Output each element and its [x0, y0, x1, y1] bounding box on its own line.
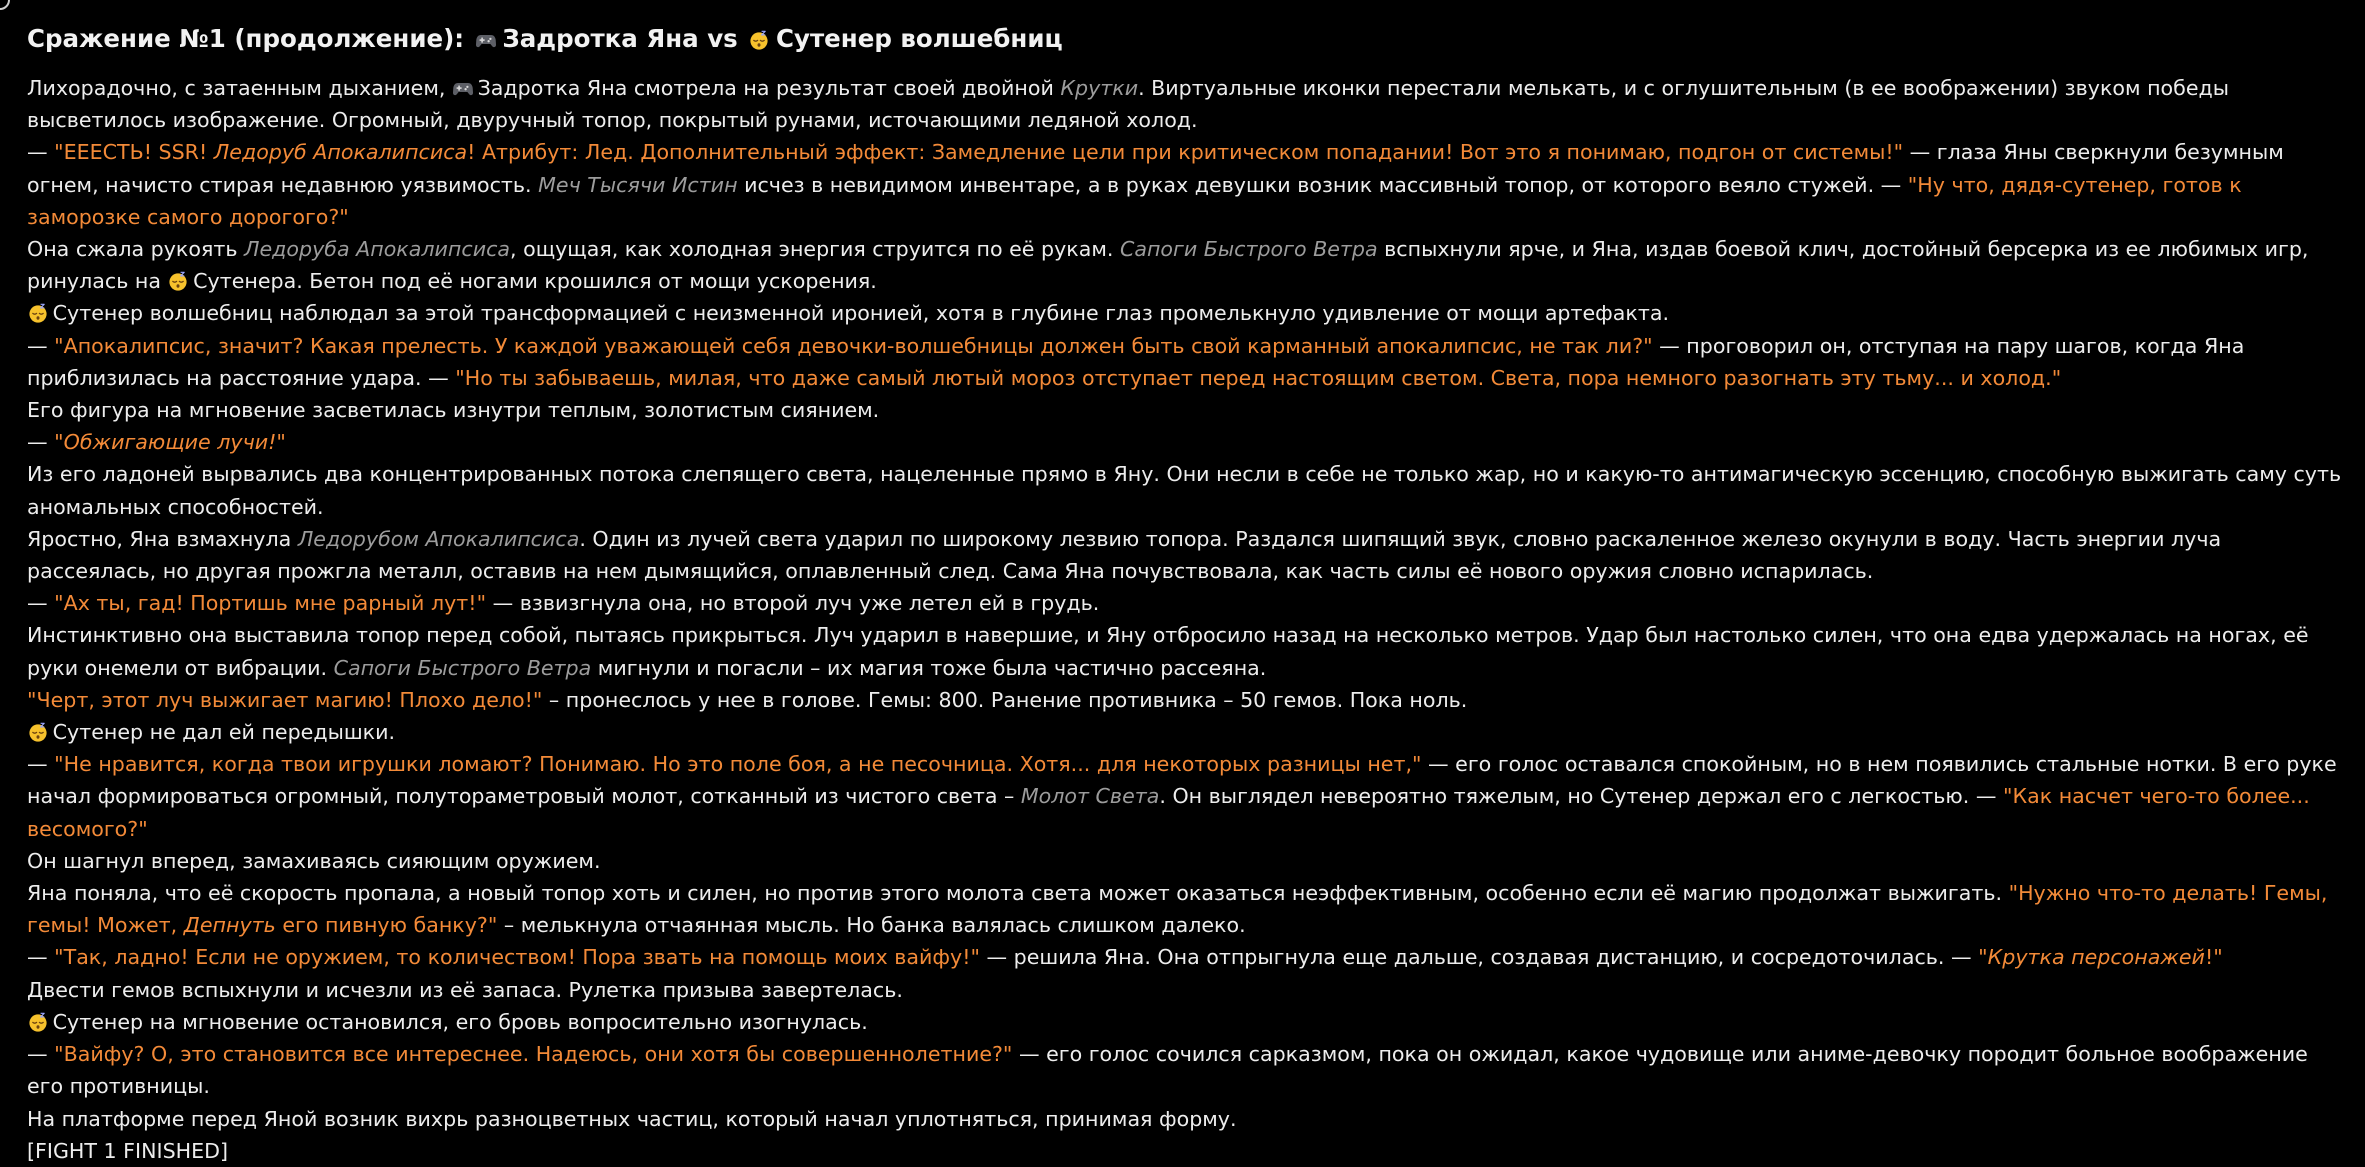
narration-text: Он шагнул вперед, замахиваясь сияющим оружием. — [27, 848, 601, 873]
story-paragraph — [27, 1103, 2347, 1135]
narration-text: , ощущая, как холодная энергия струится по её рукам. — [510, 237, 1120, 262]
story-paragraph — [27, 877, 2347, 941]
narration-text: . Один из лучей света ударил по широкому лезвию топора. Раздался шипящий звук, словно раскаленное железо окунули в воду. Часть энергии луча рассеялась, но другая прожгла металл, оставив на нем дымящийся, оплавленный след. Сама Яна почувствовала, как часть силы её нового оружия словно испарилась. — [27, 526, 2222, 584]
window-corner-circle — [0, 0, 10, 10]
quote-italic-text: Крутка персонажей — [1987, 945, 2205, 970]
story-paragraph — [27, 1135, 2347, 1167]
narration-text: — глаза Яны сверкнули безумным огнем, начисто стирая недавнюю уязвимость. — [27, 140, 2284, 197]
narration-text: . Виртуальные иконки перестали мелькать, и с оглушительным (в ее воображении) звуком победы высветилось изображение. Огромный, двуручный топор, покрытый рунами, источающими ледяной холод. — [27, 76, 2230, 133]
title-vs: vs — [698, 24, 747, 53]
quote-italic-text: Депнуть — [183, 913, 276, 938]
story-paragraph — [27, 426, 2347, 458]
narration-text: — — [27, 591, 55, 616]
narration-text: Сутенер не дал ей передышки. — [52, 720, 396, 745]
narration-text: — — [27, 945, 55, 970]
item-name-text: Меч Тысячи Истин — [538, 172, 738, 197]
narration-text: . Он выглядел невероятно тяжелым, но Сутенер держал его с легкостью. — — [1159, 784, 2003, 809]
quote-text: ! Атрибут: Лед. Дополнительный эффект: Замедление цели при критическом попадании! Вот это я понимаю, подгон от системы!" — [467, 140, 1904, 165]
story-body — [27, 72, 2347, 1167]
narration-text: Сутенера. Бетон под её ногами крошился от мощи ускорения. — [193, 269, 877, 294]
story-paragraph — [27, 1006, 2347, 1038]
item-name-text: Ледоруба Апокалипсиса — [244, 237, 511, 262]
quote-text: "Ну что, дядя-сутенер, готов к заморозке самого дорогого?" — [27, 172, 2242, 229]
quote-italic-text: "Обжигающие лучи!" — [54, 430, 286, 455]
sleeping-face-icon — [168, 265, 190, 297]
gamepad-icon — [452, 72, 474, 104]
quote-text: "Но ты забываешь, милая, что даже самый лютый мороз отступает перед настоящим светом. Света, пора немного разогнать эту тьму... и холод." — [455, 365, 2062, 390]
item-name-text: Сапоги Быстрого Ветра — [333, 655, 592, 680]
quote-text: "Ах ты, гад! Портишь мне рарный лут!" — [54, 591, 487, 616]
narration-text: — — [27, 333, 55, 358]
quote-text: его пивную банку?" — [275, 913, 498, 938]
title-fighter-2: Сутенер волшебниц — [776, 24, 1063, 53]
title-fighter-1: Задротка Яна — [502, 24, 699, 53]
sleeping-face-icon — [27, 297, 49, 329]
story-paragraph — [27, 1038, 2347, 1102]
quote-italic-text: Ледоруб Апокалипсиса — [213, 140, 468, 165]
quote-text: "Вайфу? О, это становится все интереснее. Надеюсь, они хотя бы совершеннолетние?" — [54, 1042, 1013, 1067]
quote-text: "Апокалипсис, значит? Какая прелесть. У каждой уважающей себя девочки-волшебницы должен быть свой карманный апокалипсис, не так ли?" — [54, 333, 1653, 358]
narration-text: Она сжала рукоять — [27, 237, 245, 262]
item-name-text: Крутки — [1060, 76, 1139, 100]
narration-text: — — [27, 752, 55, 777]
sleeping-face-icon — [27, 1006, 49, 1038]
story-paragraph — [27, 72, 2347, 136]
narration-text: Яростно, Яна взмахнула — [27, 526, 298, 551]
story-paragraph — [27, 748, 2347, 845]
story-paragraph — [27, 136, 2347, 233]
story-paragraph — [27, 684, 2347, 716]
story-paragraph — [27, 941, 2347, 973]
narration-text: На платформе перед Яной возник вихрь разноцветных частиц, который начал уплотняться, принимая форму. — [27, 1106, 1237, 1131]
narration-text: [FIGHT 1 FINISHED] — [27, 1138, 229, 1163]
narration-text: Лихорадочно, с затаенным дыханием, — [27, 76, 452, 100]
narration-text: Сутенер волшебниц наблюдал за этой трансформацией с неизменной иронией, хотя в глубине глаз промелькнуло удивление от мощи артефакта. — [52, 301, 1670, 326]
quote-text: "Как насчет чего-то более... весомого?" — [27, 784, 2310, 841]
quote-text: "Не нравится, когда твои игрушки ломают? Понимаю. Но это поле боя, а не песочница. Хотя... для некоторых разницы нет," — [54, 752, 1422, 777]
narration-text: — — [27, 430, 55, 455]
quote-text: "ЕЕЕСТЬ! SSR! — [54, 140, 214, 165]
sleeping-face-icon — [27, 716, 49, 748]
narration-text: Задротка Яна смотрела на результат своей двойной — [477, 76, 1061, 100]
narration-text: Двести гемов вспыхнули и исчезли из её запаса. Рулетка призыва завертелась. — [27, 977, 903, 1002]
story-paragraph — [27, 297, 2347, 329]
page-title — [27, 20, 2347, 58]
narration-text: мигнули и погасли – их магия тоже была частично рассеяна. — [591, 655, 1267, 680]
story-paragraph — [27, 330, 2347, 394]
title-prefix: Сражение №1 (продолжение): — [27, 24, 473, 53]
story-paragraph — [27, 523, 2347, 587]
quote-text: "Черт, этот луч выжигает магию! Плохо дело!" — [27, 687, 543, 712]
story-paragraph — [27, 458, 2347, 522]
narration-text: – мелькнула отчаянная мысль. Но банка валялась слишком далеко. — [497, 913, 1246, 938]
narration-text: Из его ладоней вырвались два концентрированных потока слепящего света, нацеленные прямо в Яну. Они несли в себе не только жар, но и какую-то антимагическую эссенцию, способную выжигать саму суть аномальных способностей. — [27, 462, 2342, 519]
narration-text: — решила Яна. Она отпрыгнула еще дальше, создавая дистанцию, и сосредоточилась. — — [979, 945, 1979, 970]
narration-text: — его голос оставался спокойным, но в нем появились стальные нотки. В его руке начал формироваться огромный, полутораметровый молот, сотканный из чистого света – — [27, 752, 2337, 809]
story-paragraph — [27, 974, 2347, 1006]
story-document — [27, 20, 2347, 1167]
quote-text: "Нужно что-то делать! Гемы, гемы! Может, — [27, 881, 2328, 938]
narration-text: – пронеслось у нее в голове. Гемы: 800. Ранение противника – 50 гемов. Пока ноль. — [542, 687, 1468, 712]
sleeping-face-icon — [746, 20, 772, 58]
narration-text: — — [27, 1042, 55, 1067]
story-paragraph — [27, 233, 2347, 297]
item-name-text: Сапоги Быстрого Ветра — [1119, 237, 1378, 262]
narration-text: — — [27, 140, 55, 165]
story-paragraph — [27, 845, 2347, 877]
story-paragraph — [27, 619, 2347, 683]
story-paragraph — [27, 394, 2347, 426]
narration-text: вспыхнули ярче, и Яна, издав боевой клич, достойный берсерка из ее любимых игр, ринулась на — [27, 237, 2309, 294]
item-name-text: Ледорубом Апокалипсиса — [297, 526, 580, 551]
quote-text: " — [1978, 945, 1988, 970]
narration-text: Яна поняла, что её скорость пропала, а новый топор хоть и силен, но против этого молота света может оказаться неэффективным, особенно если её магию продолжат выжигать. — [27, 881, 2009, 906]
narration-text: — проговорил он, отступая на пару шагов, когда Яна приблизилась на расстояние удара. — — [27, 333, 2245, 390]
quote-text: "Так, ладно! Если не оружием, то количеством! Пора звать на помощь моих вайфу!" — [54, 945, 980, 970]
narration-text: — его голос сочился сарказмом, пока он ожидал, какое чудовище или аниме-девочку породит больное воображение его противницы. — [27, 1042, 2308, 1099]
narration-text: исчез в невидимом инвентаре, а в руках девушки возник массивный топор, от которого веяло стужей. — — [737, 172, 1908, 197]
story-paragraph — [27, 716, 2347, 748]
story-paragraph — [27, 587, 2347, 619]
narration-text: Инстинктивно она выставила топор перед собой, пытаясь прикрыться. Луч ударил в навершие, и Яну отбросило назад на несколько метров. Удар был настолько силен, что она едва удержалась на ногах, её руки онемели от вибрации. — [27, 623, 2309, 680]
narration-text: Сутенер на мгновение остановился, его бровь вопросительно изогнулась. — [52, 1009, 868, 1034]
quote-text: !" — [2204, 945, 2223, 970]
gamepad-icon — [473, 20, 499, 58]
item-name-text: Молот Света — [1020, 784, 1160, 809]
narration-text: — взвизгнула она, но второй луч уже летел ей в грудь. — [486, 591, 1100, 616]
narration-text: Его фигура на мгновение засветилась изнутри теплым, золотистым сиянием. — [27, 398, 880, 423]
